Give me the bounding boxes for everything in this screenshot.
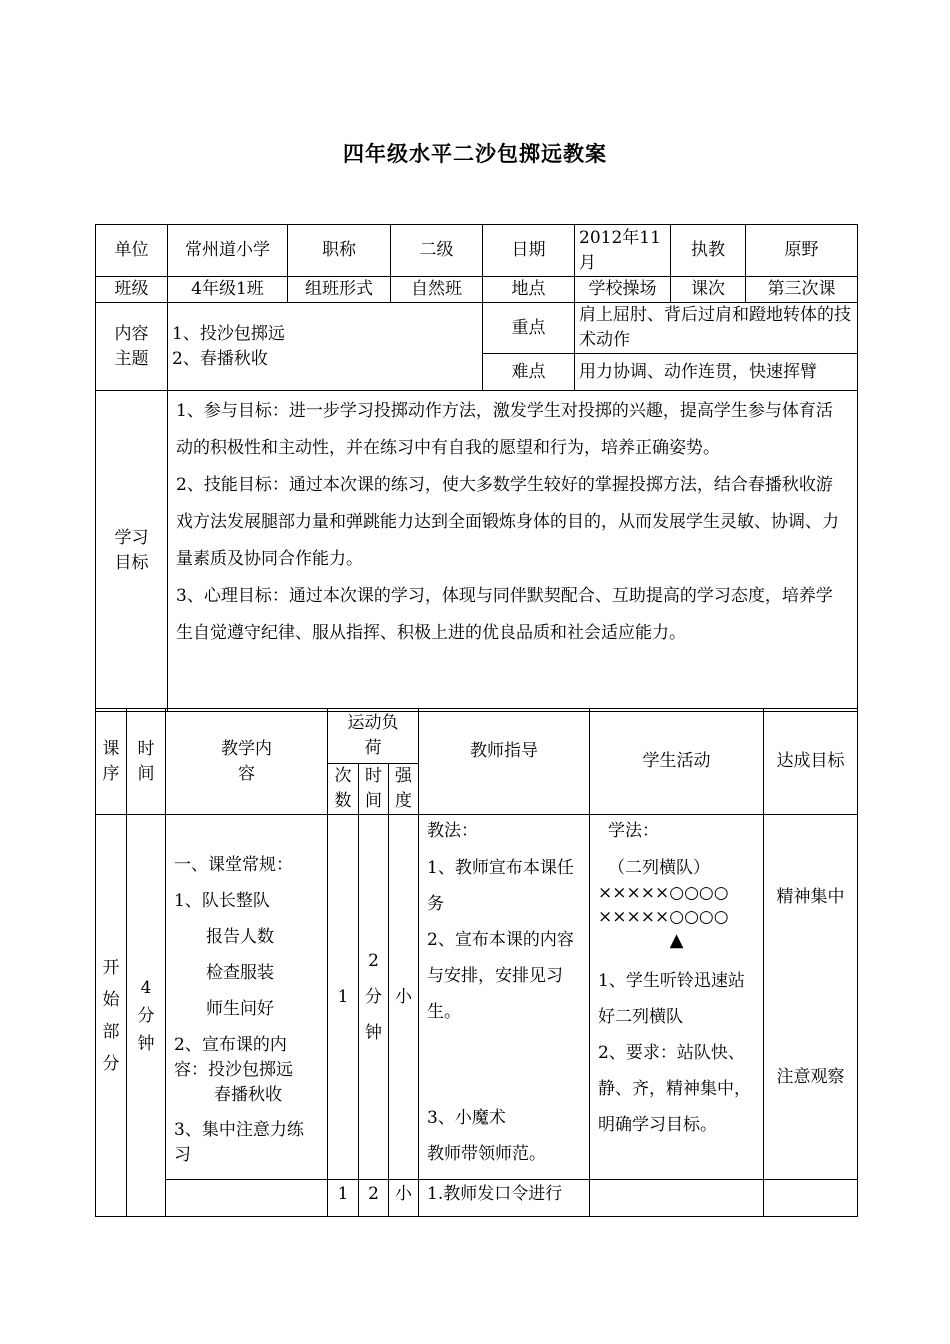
- header-content: 教学内容: [166, 709, 328, 815]
- goal-cell: [764, 815, 858, 1180]
- goal-participation: 1、参与目标：进一步学习投掷动作方法，激发学生对投掷的兴趣，提高学生参与体育活动的积极性和主动性，并在练习中有自我的愿望和行为，培养正确姿势。: [176, 401, 833, 458]
- row2-intensity: 小: [389, 1180, 419, 1217]
- header-intensity: 强度: [389, 764, 419, 815]
- row2-duration: 2: [359, 1180, 389, 1217]
- teacher-tail-1: 3、小魔术: [427, 1108, 506, 1128]
- row2-student: [590, 1180, 764, 1217]
- place-label: 地点: [483, 277, 575, 303]
- row2-count: 1: [328, 1180, 359, 1217]
- place-value: 学校操场: [575, 277, 671, 303]
- teacher-label: 执教: [671, 225, 746, 277]
- topic-line-1: 1、投沙包掷远: [172, 323, 285, 344]
- header-duration: 时间: [359, 764, 389, 815]
- student-head: 学法：: [608, 821, 660, 841]
- lesson-value: 第三次课: [746, 277, 858, 303]
- topic-content: [168, 303, 483, 391]
- content-cell: [166, 815, 328, 1180]
- form-label: 组班形式: [288, 277, 391, 303]
- row2-teacher: 1.教师发口令进行: [419, 1180, 590, 1217]
- content-line-5: 师生问好: [206, 999, 274, 1019]
- content-line-2: 1、队长整队: [174, 891, 270, 911]
- teacher-value: 原野: [746, 225, 858, 277]
- teacher-tail-2: 教师带领师范。: [427, 1144, 547, 1164]
- goal-2: 注意观察: [776, 1067, 845, 1087]
- header-count: 次数: [328, 764, 359, 815]
- topic-label: 内容主题: [96, 303, 168, 391]
- header-time: 时间: [127, 709, 166, 815]
- class-value: 4年级1班: [168, 277, 288, 303]
- goals-label: 学习目标: [96, 391, 168, 712]
- row2-content: [166, 1180, 328, 1217]
- formation-row-1: ×××××○○○○: [598, 883, 729, 903]
- goals-content: [168, 391, 858, 712]
- header-order: 课序: [96, 709, 127, 815]
- lesson-plan-table: [95, 708, 858, 1217]
- topic-line-2: 2、春播秋收: [172, 348, 268, 369]
- title-value: 二级: [391, 225, 483, 277]
- difficulty-value: 用力协调、动作连贯，快速挥臂: [575, 354, 858, 391]
- lesson-info-table: [95, 224, 858, 712]
- content-item-2b: 春播秋收: [214, 1085, 282, 1105]
- unit-label: 单位: [96, 225, 168, 277]
- unit-value: 常州道小学: [168, 225, 288, 277]
- title-label: 职称: [288, 225, 391, 277]
- content-line-1: 一、课堂常规：: [174, 855, 293, 875]
- student-cell: [590, 815, 764, 1180]
- goal-psychology: 3、心理目标：通过本次课的学习，体现与同伴默契配合、互助提高的学习态度，培养学生自觉遵守纪律、服从指挥、积极上进的优良品质和社会适应能力。: [176, 586, 833, 643]
- form-value: 自然班: [391, 277, 483, 303]
- header-student: 学生活动: [590, 709, 764, 815]
- teacher-line-1: 1、教师宣布本课任务: [427, 858, 574, 914]
- page-title: 四年级水平二沙包掷远教案: [343, 141, 607, 166]
- header-teacher: 教师指导: [419, 709, 590, 815]
- teacher-cell: [419, 815, 590, 1180]
- formation-row-2: ×××××○○○○: [598, 907, 729, 927]
- difficulty-label: 难点: [483, 354, 575, 391]
- formation-title: （二列横队）: [608, 858, 711, 878]
- goal-1: 精神集中: [776, 887, 845, 907]
- content-item-2: 2、宣布课的内容：投沙包掷远: [174, 1035, 293, 1080]
- content-item-3: 3、集中注意力练习: [174, 1120, 304, 1165]
- content-line-3: 报告人数: [206, 927, 274, 947]
- part-order: 开始部分: [96, 815, 127, 1217]
- row1-intensity: 小: [389, 815, 419, 1180]
- row2-goal: [764, 1180, 858, 1217]
- teacher-head: 教法：: [427, 821, 479, 841]
- teacher-line-2: 2、宣布本课的内容与安排，安排见习生。: [427, 930, 574, 1022]
- key-value: 肩上屈肘、背后过肩和蹬地转体的技术动作: [575, 303, 858, 354]
- date-value: 2012年11月: [575, 225, 671, 277]
- class-label: 班级: [96, 277, 168, 303]
- lesson-label: 课次: [671, 277, 746, 303]
- key-label: 重点: [483, 303, 575, 354]
- goal-skill: 2、技能目标：通过本次课的练习，使大多数学生较好的掌握投掷方法，结合春播秋收游戏方法发展腿部力量和弹跳能力达到全面锻炼身体的目的，从而发展学生灵敏、协调、力量素质及协同合作能力。: [176, 475, 839, 569]
- part-time: 4分钟: [127, 815, 166, 1217]
- date-label: 日期: [483, 225, 575, 277]
- student-line-1: 1、学生听铃迅速站好二列横队: [598, 971, 745, 1027]
- teacher-marker-icon: ▲: [669, 930, 684, 951]
- student-line-2: 2、要求：站队快、静、齐，精神集中，明确学习目标。: [598, 1043, 752, 1135]
- row1-count: 1: [328, 815, 359, 1180]
- content-line-4: 检查服装: [206, 963, 274, 983]
- row1-duration: 2分钟: [359, 815, 389, 1180]
- header-load: 运动负荷: [328, 709, 419, 764]
- header-goal: 达成目标: [764, 709, 858, 815]
